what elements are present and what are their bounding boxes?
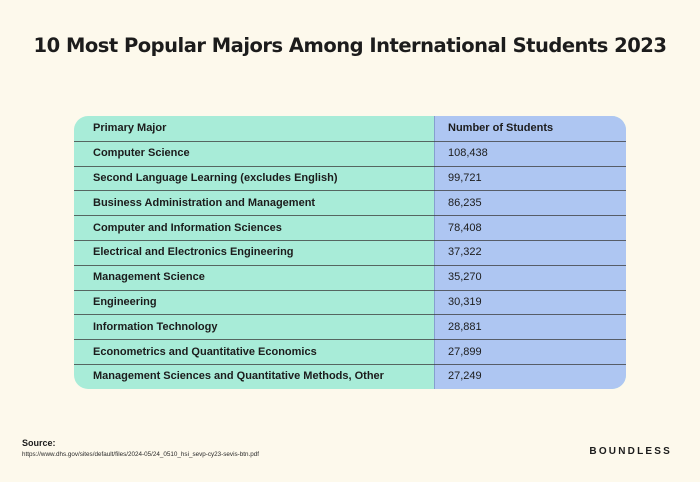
source-label: Source: <box>22 438 56 448</box>
table-row <box>74 215 626 240</box>
row-divider <box>74 215 626 216</box>
cell-major: Computer and Information Sciences <box>93 221 282 234</box>
row-divider <box>74 166 626 167</box>
row-divider <box>74 240 626 241</box>
cell-major: Business Administration and Management <box>93 196 316 209</box>
cell-count: 27,249 <box>448 370 482 383</box>
row-divider <box>74 190 626 191</box>
source-url: https://www.dhs.gov/sites/default/files/2024-05/24_0510_hsi_sevp-cy23-sevis-btn.pdf <box>22 451 259 458</box>
page-title: 10 Most Popular Majors Among International Students 2023 <box>33 34 667 57</box>
cell-count: 35,270 <box>448 271 482 284</box>
cell-count: 37,322 <box>448 246 482 259</box>
cell-count: 86,235 <box>448 196 482 209</box>
table-row <box>74 290 626 315</box>
row-divider <box>74 314 626 315</box>
table-row <box>74 265 626 290</box>
table-header-row <box>74 116 626 141</box>
cell-count: 30,319 <box>448 295 482 308</box>
row-divider <box>74 290 626 291</box>
row-divider <box>74 364 626 365</box>
cell-count: 78,408 <box>448 221 482 234</box>
cell-major: Management Science <box>93 271 205 284</box>
table-row <box>74 166 626 191</box>
row-divider <box>74 339 626 340</box>
cell-count: 27,899 <box>448 345 482 358</box>
table-row <box>74 364 626 389</box>
cell-major: Computer Science <box>93 147 190 160</box>
cell-major: Information Technology <box>93 320 218 333</box>
cell-major: Electrical and Electronics Engineering <box>93 246 294 259</box>
header-number-of-students: Number of Students <box>448 122 554 135</box>
row-divider <box>74 141 626 142</box>
table-row <box>74 141 626 166</box>
cell-count: 28,881 <box>448 320 482 333</box>
cell-major: Engineering <box>93 295 157 308</box>
row-divider <box>74 265 626 266</box>
table-row <box>74 314 626 339</box>
majors-table <box>74 116 626 389</box>
table-row <box>74 190 626 215</box>
brand-logo: BOUNDLESS <box>589 446 672 457</box>
header-primary-major: Primary Major <box>93 122 167 135</box>
table-row <box>74 339 626 364</box>
cell-major: Second Language Learning (excludes English) <box>93 171 338 184</box>
cell-major: Econometrics and Quantitative Economics <box>93 345 317 358</box>
cell-major: Management Sciences and Quantitative Methods, Other <box>93 370 384 383</box>
cell-count: 108,438 <box>448 147 488 160</box>
table-row <box>74 240 626 265</box>
cell-count: 99,721 <box>448 171 482 184</box>
